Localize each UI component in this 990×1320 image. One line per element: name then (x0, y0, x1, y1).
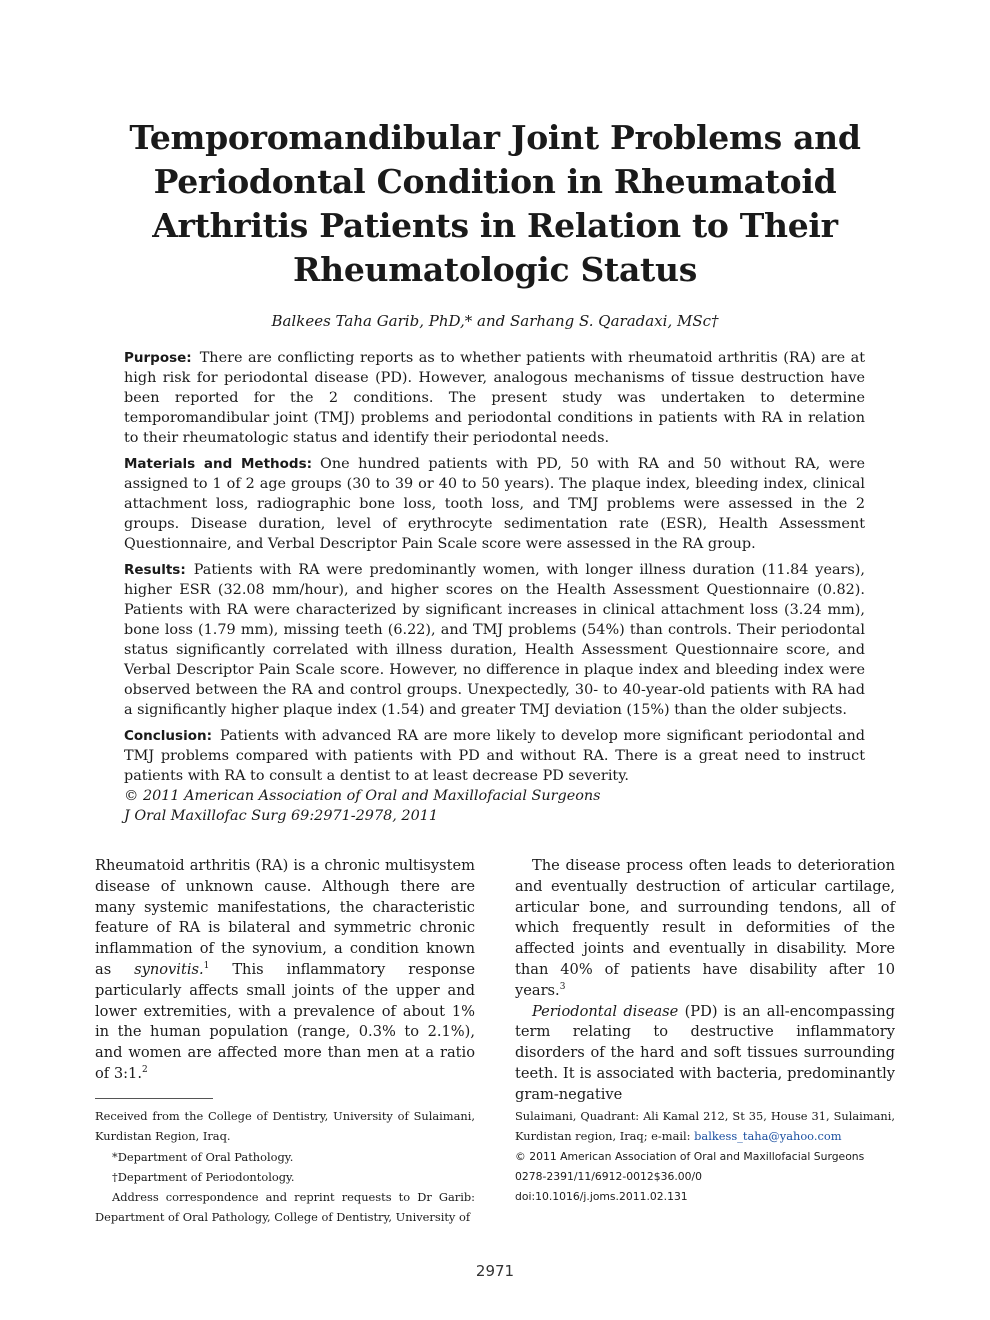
author-line: Balkees Taha Garib, PhD,* and Sarhang S. Qaradaxi, MSc† (271, 312, 719, 330)
abstract-purpose (124, 348, 865, 448)
results-text: Patients with RA were predominantly women, with longer illness duration (11.84 years), higher ESR (32.08 mm/hour), and higher scores on the Health Assessment Questionnaire (0.82). Patients with RA were characterized by significant increases in clinical attachment loss (3.24 mm), bone loss (1.79 mm), missing teeth (6.22), and TMJ problems (54%) than controls. Their periodontal status significantly correlated with illness duration, Health Assessment Questionnaire score, and Verbal Descriptor Pain Scale score. However, no difference in plaque index and bleeding index were observed between the RA and control groups. Unexpectedly, 30- to 40-year-old patients with RA had a significantly higher plaque index (1.54) and greater TMJ deviation (15%) than the older subjects. (124, 562, 865, 718)
body-text: The disease process often leads to deterioration and eventually destruction of articular cartilage, articular bone, and surrounding tendons, all of which frequently result in deformities of the affected joints and eventually in disability. More than 40% of patients have disability after 10 years. (515, 857, 895, 999)
footnote-doi: doi:10.1016/j.joms.2011.02.131 (515, 1190, 688, 1204)
email-link[interactable]: balkess_taha@yahoo.com (694, 1129, 842, 1144)
footnote-received: Received from the College of Dentistry, University of Sulaimani, Kurdistan Region, Iraq. (95, 1109, 475, 1144)
body-column-right (515, 856, 895, 1106)
footnotes-left (95, 1106, 475, 1228)
reference-link[interactable]: 1 (203, 961, 210, 972)
term-periodontal-disease: Periodontal disease (532, 1002, 679, 1020)
abstract-methods (124, 454, 865, 554)
footnote-dept-oral-pathology: *Department of Oral Pathology. (112, 1149, 294, 1164)
reference-link[interactable]: 2 (141, 1065, 148, 1076)
purpose-text: There are conflicting reports as to whether patients with rheumatoid arthritis (RA) are at high risk for periodontal disease (PD). However, analogous mechanisms of tissue destruction have been reported for the 2 conditions. The present study was undertaken to determine temporomandibular joint (TMJ) problems and periodontal conditions in patients with RA in relation to their rheumatologic status and identify their periodontal needs. (124, 350, 865, 446)
article-title: Temporomandibular Joint Problems and Periodontal Condition in Rheumatoid Arthritis Patients in Relation to Their Rheumatologic Status (129, 118, 861, 289)
conclusion-label: Conclusion: (124, 728, 212, 744)
abstract-results (124, 560, 865, 720)
body-paragraph (515, 1002, 895, 1106)
abstract (124, 348, 865, 826)
body-text: (PD) is an all-encompassing term relating to destructive inflammatory disorders of the hard and soft tissues surrounding teeth. It is associated with bacteria, predominantly gram-negative (515, 1002, 895, 1103)
abstract-copyright: © 2011 American Association of Oral and Maxillofacial Surgeons (124, 788, 601, 804)
footnotes-right (515, 1106, 895, 1207)
term-synovitis: synovitis. (134, 960, 204, 978)
reference-link[interactable]: 3 (559, 981, 566, 992)
body-paragraph (95, 856, 475, 1085)
footnote-divider (95, 1098, 213, 1099)
footnote-copyright: © 2011 American Association of Oral and Maxillofacial Surgeons (515, 1149, 865, 1163)
journal-citation: J Oral Maxillofac Surg 69:2971-2978, 2011 (124, 808, 439, 824)
body-text: Rheumatoid arthritis (RA) is a chronic multisystem disease of unknown cause. Although there are many systemic manifestations, the characteristic feature of RA is bilateral and symmetric chronic inflammation of the synovium, a condition known as (95, 857, 475, 978)
address-text: Sulaimani, Quadrant: Ali Kamal 212, St 35, House 31, Sulaimani, Kurdistan region, Iraq; e-mail: (515, 1109, 895, 1144)
footnote-address-continued (515, 1106, 895, 1147)
footnote-dept-periodontology: †Department of Periodontology. (112, 1169, 295, 1184)
footnote-address: Address correspondence and reprint requests to Dr Garib: Department of Oral Pathology, College of Dentistry, University of (95, 1190, 475, 1225)
footnote-issn: 0278-2391/11/6912-0012$36.00/0 (515, 1169, 703, 1183)
abstract-conclusion (124, 726, 865, 786)
conclusion-text: Patients with advanced RA are more likely to develop more significant periodontal and TMJ problems compared with patients with PD and without RA. There is a great need to instruct patients with RA to consult a dentist to at least decrease PD severity. (124, 728, 865, 784)
page-number: 2971 (475, 1262, 515, 1280)
purpose-label: Purpose: (124, 350, 192, 366)
body-column-left (95, 856, 475, 1085)
methods-text: One hundred patients with PD, 50 with RA and 50 without RA, were assigned to 1 of 2 age groups (30 to 39 or 40 to 50 years). The plaque index, bleeding index, clinical attachment loss, radiographic bone loss, tooth loss, and TMJ problems were assessed in the 2 groups. Disease duration, level of erythrocyte sedimentation rate (ESR), Health Assessment Questionnaire, and Verbal Descriptor Pain Scale score were assessed in the RA group. (124, 456, 865, 552)
methods-label: Materials and Methods: (124, 456, 313, 472)
results-label: Results: (124, 562, 186, 578)
body-text: This inflammatory response particularly affects small joints of the upper and lower extremities, with a prevalence of about 1% in the human population (range, 0.3% to 2.1%), and women are affected more than men at a ratio of 3:1. (95, 960, 475, 1082)
body-paragraph (515, 856, 895, 1002)
